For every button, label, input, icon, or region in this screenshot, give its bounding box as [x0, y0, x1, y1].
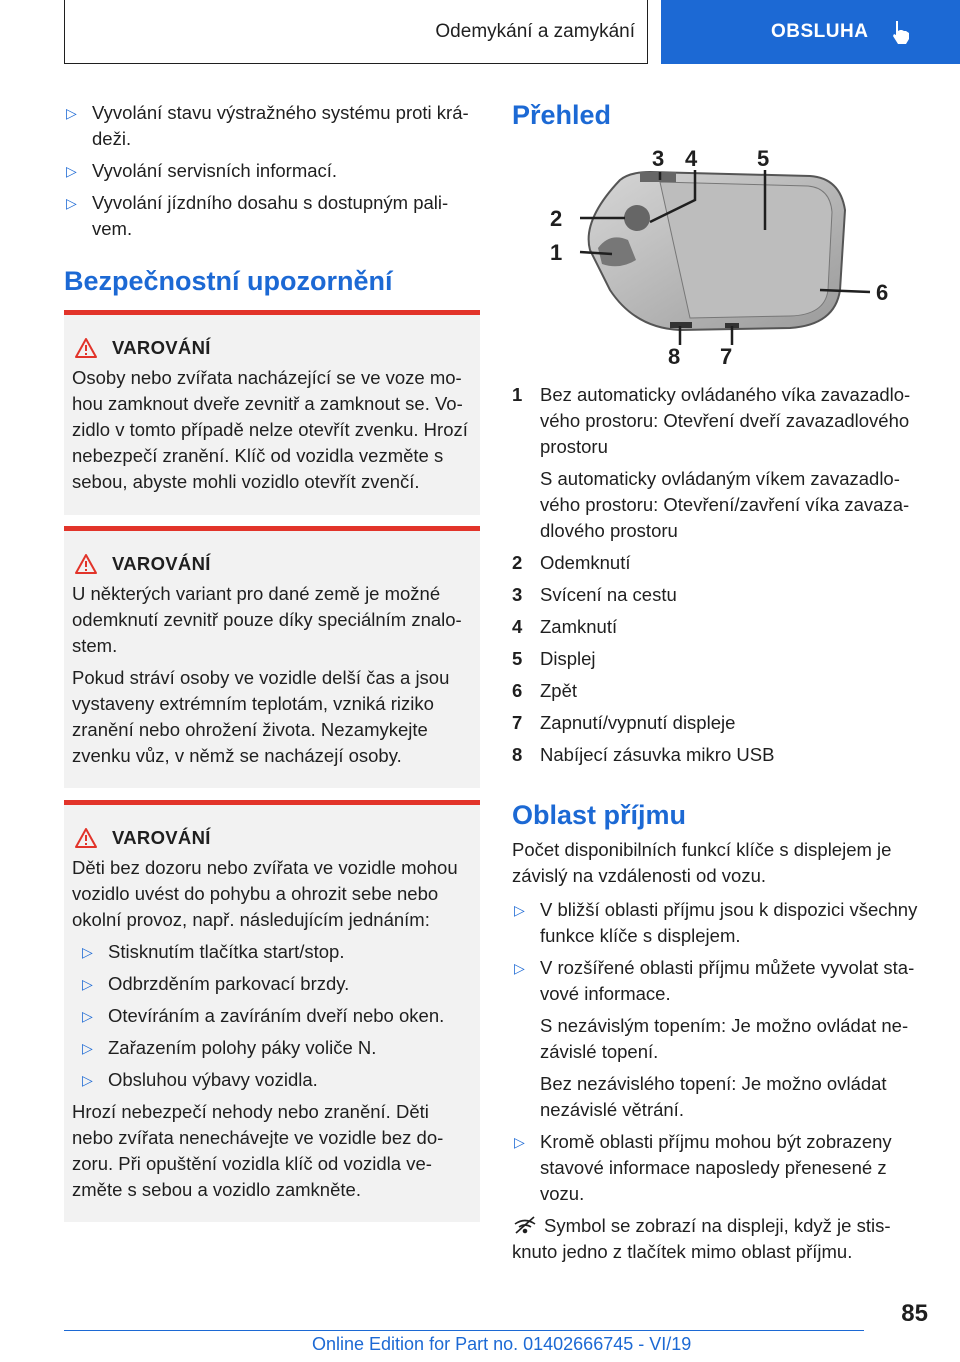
header-chapter-box: [64, 0, 648, 64]
warning-box-1: [64, 310, 480, 515]
light-button: [640, 172, 676, 182]
warning-title: VAROVÁNÍ: [112, 827, 211, 848]
symbol-note: Symbol se zobrazí na displeji, když je stis-knuto jedno z tlačítek mimo oblast příjmu.: [512, 1215, 891, 1262]
list-sub-item: S nezávislým topením: Je možno ovládat ne-závislé topení.: [540, 1015, 909, 1062]
legend-item: 1 Bez automaticky ovládaného víka zavazadlo-vého prostoru: Otevření dveří zavazadlového prostoru: [512, 384, 911, 457]
figure-callout: 7: [720, 344, 733, 369]
list-item: ▷ Vyvolání stavu výstražného systému proti krá-deži.: [64, 100, 480, 152]
legend-item: 4 Zamknutí: [512, 616, 618, 637]
figure-callout: 2: [550, 206, 563, 231]
legend-item: 8 Nabíjecí zásuvka mikro USB: [512, 744, 775, 765]
triangle-bullet-icon: ▷: [82, 1040, 93, 1056]
legend-item: 6 Zpět: [512, 680, 578, 701]
range-intro: Počet disponibilních funkcí klíče s displejem je závislý na vzdálenosti od vozu.: [512, 839, 892, 886]
warning-triangle-icon: [74, 827, 98, 849]
figure-legend: [512, 382, 928, 774]
triangle-bullet-icon: ▷: [82, 944, 93, 960]
triangle-bullet-icon: ▷: [82, 1008, 93, 1024]
left-column: [64, 100, 480, 297]
list-item: ▷ Zařazením polohy páky voliče N.: [72, 1035, 472, 1061]
safety-heading: Bezpečnostní upozornění: [64, 266, 393, 296]
legend-item: 3 Svícení na cestu: [512, 584, 677, 605]
overview-heading: Přehled: [512, 100, 612, 130]
triangle-bullet-icon: ▷: [82, 976, 93, 992]
section-title: OBSLUHA: [771, 21, 869, 42]
triangle-bullet-icon: ▷: [514, 960, 525, 976]
footer-edition: Online Edition for Part no. 01402666745 - VI/19: [312, 1334, 692, 1354]
warning-text: Hrozí nebezpečí nehody nebo zranění. Děti nebo zvířata nenechávejte ve vozidle bez do-zoru. Při opuštění vozidla klíč od vozidla ve-změte s sebou a vozidlo zamkněte.: [72, 1101, 444, 1200]
chapter-title: Odemykání a zamykání: [435, 20, 635, 42]
no-signal-icon: [512, 1216, 538, 1234]
figure-callout: 8: [668, 344, 681, 369]
triangle-bullet-icon: ▷: [514, 902, 525, 918]
warning-text: Pokud stráví osoby ve vozidle delší čas a jsou vystaveny extrémním teplotám, vzniká riziko zranění nebo ohrožení života. Nezamykejte zvenku vůz, v němž se nacházejí osoby.: [72, 667, 450, 766]
warning-triangle-icon: [74, 337, 98, 359]
warning-text: Děti bez dozoru nebo zvířata ve vozidle mohou vozidlo uvést do pohybu a ohrozit sebe nebo okolní provoz, např. následujícím jednáním:: [72, 857, 458, 930]
triangle-bullet-icon: ▷: [82, 1072, 93, 1088]
warning-triangle-icon: [74, 553, 98, 575]
list-item: ▷ Kromě oblasti příjmu mohou být zobrazeny stavové informace naposledy přenesené z vozu.: [512, 1129, 928, 1207]
hand-pointer-icon: [890, 19, 912, 45]
right-column: [512, 100, 928, 131]
warning-box-2: [64, 526, 480, 788]
triangle-bullet-icon: ▷: [66, 195, 77, 211]
list-item: ▷ Odbrzděním parkovací brzdy.: [72, 971, 472, 997]
legend-item: 2 Odemknutí: [512, 552, 631, 573]
figure-callout: 4: [685, 146, 698, 171]
warning-title: VAROVÁNÍ: [112, 553, 211, 574]
page-number: 85: [901, 1300, 928, 1327]
triangle-bullet-icon: ▷: [66, 163, 77, 179]
header-section-tab: [661, 0, 960, 64]
list-item: ▷ Vyvolání jízdního dosahu s dostupným pali-vem.: [64, 190, 480, 242]
range-section: [512, 800, 928, 1265]
list-item: ▷ Obsluhou výbavy vozidla.: [72, 1067, 472, 1093]
legend-sub-item: S automaticky ovládaným víkem zavazadlo-vého prostoru: Otevření/zavření víka zavaza-dlového prostoru: [540, 468, 910, 541]
triangle-bullet-icon: ▷: [66, 105, 77, 121]
legend-item: 5 Displej: [512, 648, 596, 669]
list-item: ▷ V rozšířené oblasti příjmu můžete vyvolat sta-vové informace.: [512, 955, 928, 1007]
list-sub-item: Bez nezávislého topení: Je možno ovládat nezávislé větrání.: [540, 1073, 887, 1120]
list-item: ▷ V bližší oblasti příjmu jsou k dispozici všechny funkce klíče s displejem.: [512, 897, 928, 949]
footer-divider: [64, 1330, 864, 1331]
display-key-figure: [540, 140, 900, 370]
figure-callout: 5: [757, 146, 770, 171]
unlock-button: [624, 205, 650, 231]
list-item: ▷ Otevíráním a zavíráním dveří nebo oken.: [72, 1003, 472, 1029]
legend-item: 7 Zapnutí/vypnutí displeje: [512, 712, 736, 733]
figure-callout: 6: [876, 280, 889, 305]
figure-callout: 1: [550, 240, 563, 265]
warning-text: Osoby nebo zvířata nacházející se ve voze mo-hou zamknout dveře zevnitř a zamknout se. Vo-zidlo v tomto případě nelze otevřít zvenku. Hrozí nebezpečí zranění. Klíč od vozidla vezměte s sebou, abyste mohli vozidlo otevřít zvenčí.: [72, 367, 468, 492]
warning-text: U některých variant pro dané země je možné odemknutí zevnitř pouze díky speciálním znalo-stem.: [72, 583, 462, 656]
figure-callout: 3: [652, 146, 665, 171]
key-display: [660, 182, 832, 318]
warning-title: VAROVÁNÍ: [112, 337, 211, 358]
range-heading: Oblast příjmu: [512, 800, 687, 830]
warning-box-3: [64, 800, 480, 1222]
list-item: ▷ Vyvolání servisních informací.: [64, 158, 480, 184]
triangle-bullet-icon: ▷: [514, 1134, 525, 1150]
list-item: ▷ Stisknutím tlačítka start/stop.: [72, 939, 472, 965]
